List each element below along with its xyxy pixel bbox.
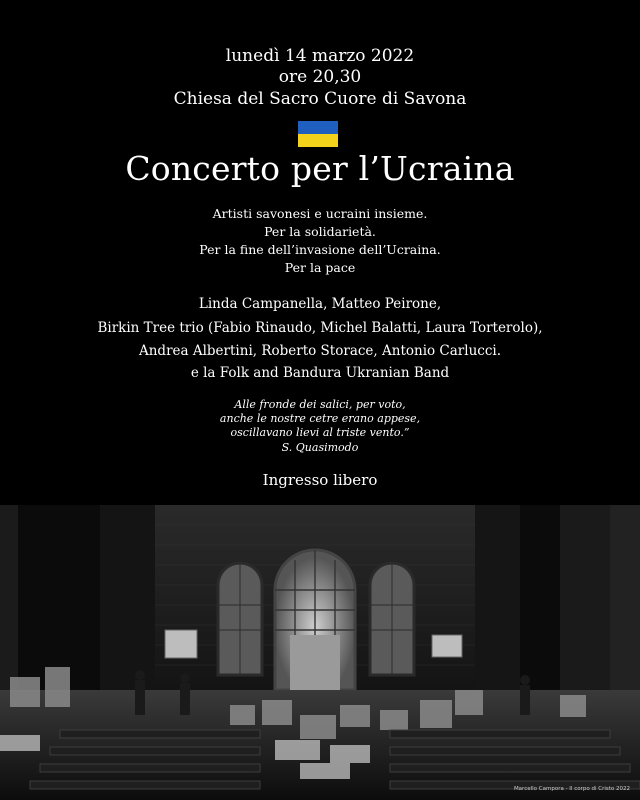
artists-line-1: Linda Campanella, Matteo Peirone,: [198, 296, 442, 312]
photo-credit: Marcello Campora - Il corpo di Cristo 2022: [513, 786, 630, 792]
ukraine-flag: [298, 121, 338, 147]
artists-line-3: Andrea Albertini, Roberto Storace, Antonio Carlucci.: [138, 343, 501, 359]
church-interior-illustration: [0, 505, 640, 800]
event-venue: Chiesa del Sacro Cuore di Savona: [173, 89, 467, 109]
event-date: lunedì 14 marzo 2022: [225, 46, 415, 66]
flag-blue-stripe: [298, 121, 338, 134]
purpose-line-1: Artisti savonesi e ucraini insieme.: [212, 206, 428, 221]
artists-line-2: Birkin Tree trio (Fabio Rinaudo, Michel Balatti, Laura Torterolo),: [97, 320, 543, 336]
artists-line-4: e la Folk and Bandura Ukranian Band: [190, 365, 450, 381]
flag-yellow-stripe: [298, 134, 338, 147]
event-time: ore 20,30: [278, 67, 362, 87]
concert-title: Concerto per l’Ucraina: [125, 149, 515, 188]
quote-line-1: Alle fronde dei salici, per voto,: [234, 398, 406, 411]
purpose-line-2: Per la solidarietà.: [264, 224, 376, 239]
church-photo: [0, 505, 640, 800]
free-entry: Ingresso libero: [262, 471, 378, 489]
quote-line-2: anche le nostre cetre erano appese,: [219, 412, 421, 425]
quote-author: S. Quasimodo: [281, 441, 359, 454]
quote-line-3: oscillavano lievi al triste vento.”: [230, 426, 410, 439]
purpose-line-3: Per la fine dell’invasione dell’Ucraina.: [199, 242, 441, 257]
purpose-line-4: Per la pace: [284, 260, 356, 275]
